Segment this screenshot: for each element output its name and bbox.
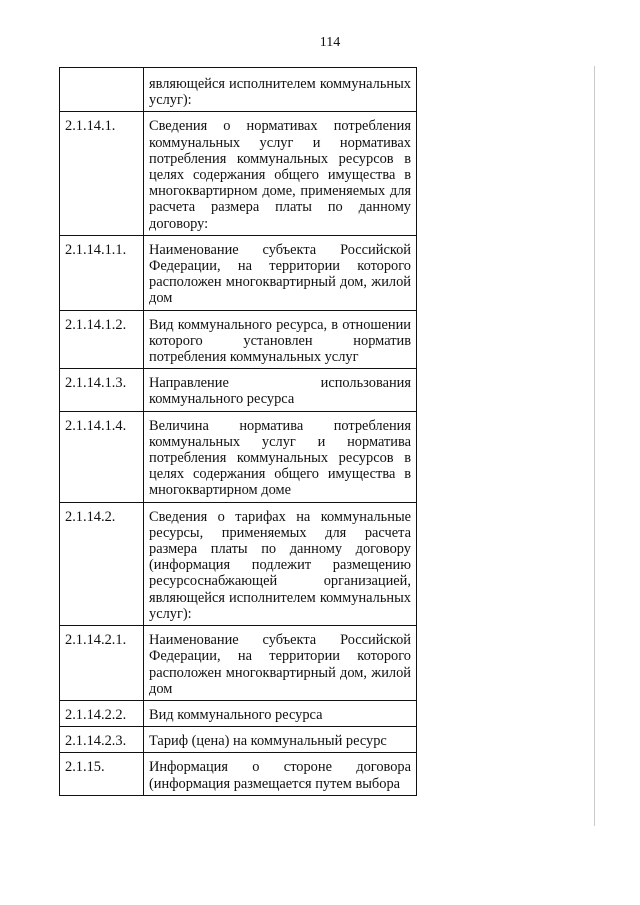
row-number-cell: 2.1.15. bbox=[60, 753, 144, 795]
row-text-cell: Тариф (цена) на коммунальный ресурс bbox=[144, 727, 417, 753]
table-row bbox=[60, 369, 417, 411]
row-number-cell: 2.1.14.1.3. bbox=[60, 369, 144, 411]
table-row bbox=[60, 112, 417, 235]
row-number-cell: 2.1.14.2.3. bbox=[60, 727, 144, 753]
row-number-cell: 2.1.14.2.1. bbox=[60, 626, 144, 701]
table-row bbox=[60, 235, 417, 310]
row-text-cell: Информация о стороне договора (информация размещается путем выбора bbox=[144, 753, 417, 795]
row-text-cell: Сведения о нормативах потребления коммунальных услуг и нормативах потребления коммунальных ресурсов в целях содержания общего имущества в многоквартирном доме, применяемых для расчета размера платы по данному договору: bbox=[144, 112, 417, 235]
row-text-cell: Направление использования коммунального ресурса bbox=[144, 369, 417, 411]
row-number-cell: 2.1.14.1. bbox=[60, 112, 144, 235]
row-number-cell: 2.1.14.2.2. bbox=[60, 700, 144, 726]
page-edge-line bbox=[594, 66, 595, 826]
table-row bbox=[60, 626, 417, 701]
table-row bbox=[60, 700, 417, 726]
row-number-cell: 2.1.14.1.1. bbox=[60, 235, 144, 310]
row-number-cell: 2.1.14.1.4. bbox=[60, 411, 144, 502]
row-text-cell: Вид коммунального ресурса, в отношении которого установлен норматив потребления коммунальных услуг bbox=[144, 310, 417, 369]
row-text-cell: Наименование субъекта Российской Федерации, на территории которого расположен многоквартирный дом, жилой дом bbox=[144, 235, 417, 310]
row-text-cell: Величина норматива потребления коммунальных услуг и норматива потребления коммунальных ресурсов в целях содержания общего имущества в многоквартирном доме bbox=[144, 411, 417, 502]
row-text-cell: являющейся исполнителем коммунальных услуг): bbox=[144, 68, 417, 112]
table-row bbox=[60, 753, 417, 795]
row-number-cell: 2.1.14.1.2. bbox=[60, 310, 144, 369]
table-row bbox=[60, 727, 417, 753]
table-row bbox=[60, 502, 417, 625]
document-table bbox=[59, 67, 417, 796]
row-number-cell bbox=[60, 68, 144, 112]
page-number: 114 bbox=[319, 35, 341, 50]
table-row bbox=[60, 310, 417, 369]
row-text-cell: Сведения о тарифах на коммунальные ресурсы, применяемых для расчета размера платы по данному договору (информация подлежит размещению ресурсоснабжающей организацией, являющейся исполнителем коммунальных услуг): bbox=[144, 502, 417, 625]
row-text-cell: Вид коммунального ресурса bbox=[144, 700, 417, 726]
row-text-cell: Наименование субъекта Российской Федерации, на территории которого расположен многоквартирный дом, жилой дом bbox=[144, 626, 417, 701]
table-row bbox=[60, 411, 417, 502]
table-body bbox=[60, 68, 417, 796]
row-number-cell: 2.1.14.2. bbox=[60, 502, 144, 625]
table-row bbox=[60, 68, 417, 112]
